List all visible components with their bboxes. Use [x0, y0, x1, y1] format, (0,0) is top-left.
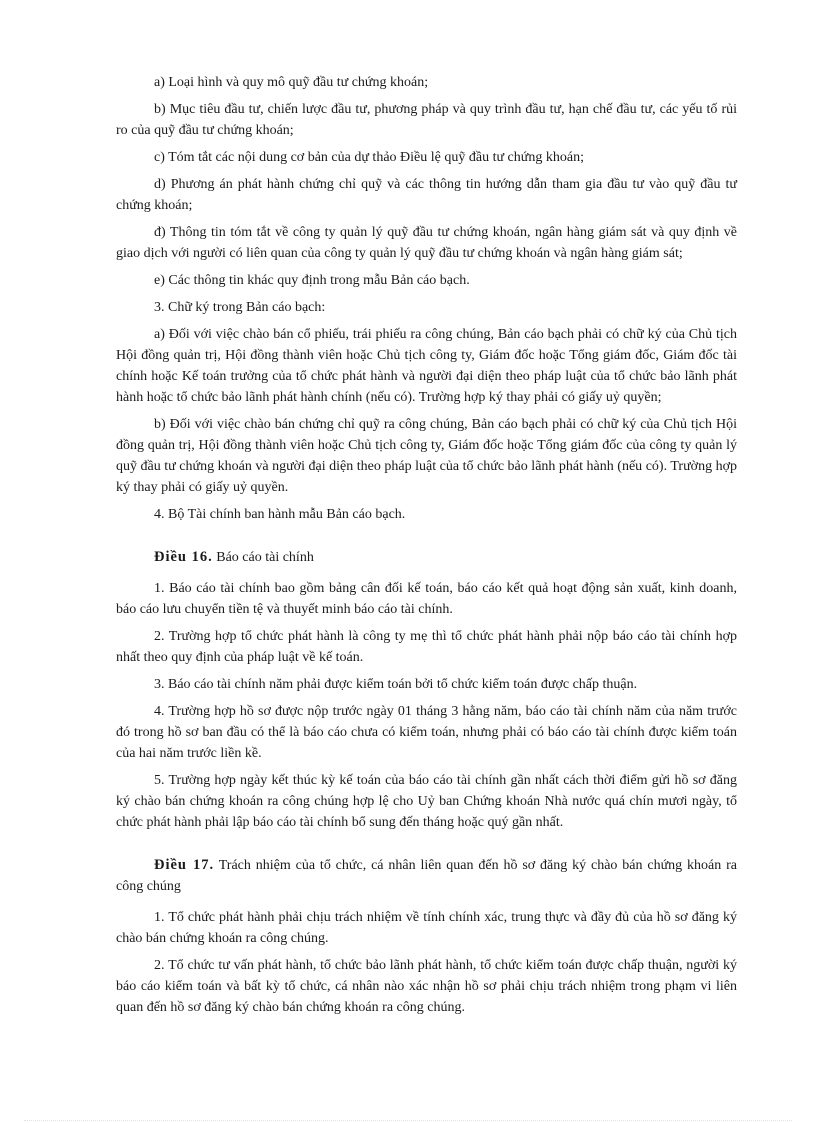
article-16-number: Điều 16. — [154, 549, 213, 565]
item-a-fund-type: a) Loại hình và quy mô quỹ đầu tư chứng khoán; — [154, 75, 429, 90]
item-d-issuance-plan: d) Phương án phát hành chứng chỉ quỹ và các thông tin hướng dẫn tham gia đầu tư vào quỹ đầu tư chứng khoán; — [116, 177, 737, 213]
clause-3-signatures: 3. Chữ ký trong Bản cáo bạch: — [154, 300, 326, 315]
article-17-title: Trách nhiệm của tổ chức, cá nhân liên quan đến hồ sơ đăng ký chào bán chứng khoán ra công chúng — [116, 858, 738, 894]
clause-3a-shares-bonds: a) Đối với việc chào bán cổ phiếu, trái phiếu ra công chúng, Bản cáo bạch phải có chữ ký của Chủ tịch Hội đồng quản trị, Hội đồng thành viên hoặc Chủ tịch công ty, Giám đốc hoặc Tổng giám đốc, Giám đốc tài chính hoặc Kế toán trưởng của tổ chức phát hành và người đại diện theo pháp luật của tổ chức bảo lãnh phát hành hoặc tổ chức bảo lãnh phát hành chính (nếu có). Trường hợp ký thay phải có giấy uỷ quyền; — [116, 327, 737, 405]
article-16-clause-3: 3. Báo cáo tài chính năm phải được kiểm toán bởi tổ chức kiểm toán được chấp thuận. — [154, 677, 638, 692]
article-16-clause-4: 4. Trường hợp hồ sơ được nộp trước ngày 01 tháng 3 hằng năm, báo cáo tài chính năm của năm trước đó trong hồ sơ ban đầu có thể là báo cáo chưa có kiểm toán, nhưng phải có báo cáo tài chính được kiểm toán của hai năm trước liền kề. — [116, 704, 737, 761]
article-16-clause-5: 5. Trường hợp ngày kết thúc kỳ kế toán của báo cáo tài chính gần nhất cách thời điểm gửi hồ sơ đăng ký chào bán chứng khoán ra công chúng hợp lệ cho Uỷ ban Chứng khoán Nhà nước quá chín mươi ngày, tổ chức phát hành phải lập báo cáo tài chính bổ sung đến tháng hoặc quý gần nhất. — [116, 773, 737, 830]
article-16-clause-1: 1. Báo cáo tài chính bao gồm bảng cân đối kế toán, báo cáo kết quả hoạt động sản xuất, kinh doanh, báo cáo lưu chuyển tiền tệ và thuyết minh báo cáo tài chính. — [116, 581, 737, 617]
article-17-clause-2: 2. Tổ chức tư vấn phát hành, tổ chức bảo lãnh phát hành, tổ chức kiểm toán được chấp thuận, người ký báo cáo kiểm toán và bất kỳ tổ chức, cá nhân nào xác nhận hồ sơ phải chịu trách nhiệm trong phạm vi liên quan đến hồ sơ đăng ký chào bán chứng khoán ra công chúng. — [116, 958, 737, 1015]
item-b-investment-goals: b) Mục tiêu đầu tư, chiến lược đầu tư, phương pháp và quy trình đầu tư, hạn chế đầu tư, các yếu tố rủi ro của quỹ đầu tư chứng khoán; — [116, 102, 737, 138]
item-c-charter-summary: c) Tóm tắt các nội dung cơ bản của dự thảo Điều lệ quỹ đầu tư chứng khoán; — [154, 150, 584, 165]
article-17-clause-1: 1. Tổ chức phát hành phải chịu trách nhiệm về tính chính xác, trung thực và đầy đủ của hồ sơ đăng ký chào bán chứng khoán ra công chúng. — [116, 910, 737, 946]
page-bottom-divider — [24, 1120, 792, 1121]
article-17-number: Điều 17. — [154, 857, 215, 873]
article-17-heading — [116, 855, 737, 897]
clause-3b-fund-certificates: b) Đối với việc chào bán chứng chỉ quỹ ra công chúng, Bản cáo bạch phải có chữ ký của Chủ tịch Hội đồng quản trị, Hội đồng thành viên hoặc Chủ tịch công ty, Giám đốc hoặc Tổng giám đốc của công ty quản lý quỹ đầu tư chứng khoán và người đại diện theo pháp luật của tổ chức bảo lãnh phát hành (nếu có). Trường hợp ký thay phải có giấy uỷ quyền. — [116, 417, 737, 495]
item-e-other-info: e) Các thông tin khác quy định trong mẫu Bản cáo bạch. — [154, 273, 470, 288]
article-16-title: Báo cáo tài chính — [216, 550, 314, 565]
clause-4-template: 4. Bộ Tài chính ban hành mẫu Bản cáo bạch. — [154, 507, 406, 522]
item-dd-manager-info: đ) Thông tin tóm tắt về công ty quản lý quỹ đầu tư chứng khoán, ngân hàng giám sát và quy định về giao dịch với người có liên quan của công ty quản lý quỹ đầu tư chứng khoán và ngân hàng giám sát; — [116, 225, 737, 261]
document-body — [116, 72, 737, 1024]
article-16-clause-2: 2. Trường hợp tổ chức phát hành là công ty mẹ thì tổ chức phát hành phải nộp báo cáo tài chính hợp nhất theo quy định của pháp luật về kế toán. — [116, 629, 737, 665]
article-16-heading — [116, 547, 737, 568]
